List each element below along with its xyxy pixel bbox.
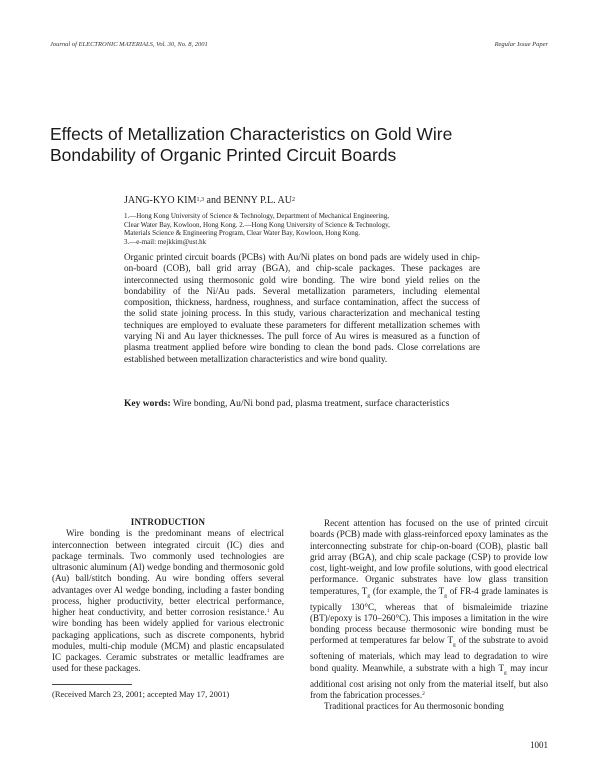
- affiliations: [124, 212, 484, 246]
- author-2-affil: 2: [291, 197, 295, 203]
- paper-title: [50, 124, 550, 166]
- authors: [124, 195, 295, 207]
- intro-paragraph: Wire bonding is the predominant means of electrical interconnection between integrated circuit (IC) dies and package terminals. Two commonly used technologies are ultrasonic aluminum (Al) wedge bonding and thermosonic gold (Au) ball/stitch bonding. Au wire bonding offers several advantages over Al wedge bonding, including a faster bonding process, higher productivity, better electrical performance, higher heat conductivity, and better corrosion resistance.$^1$ Au wire bonding has been widely applied for various electronic packaging applications, such as discrete components, hybrid modules, multi-chip module (MCM) and plastic encapsulated IC packages. Ceramic substrates or metallic leadframes are used for these packages.: [52, 528, 284, 674]
- author-1-affil: 1,3: [196, 197, 204, 203]
- abstract: Organic printed circuit boards (PCBs) with Au/Ni plates on bond pads are widely used in chip-on-board (COB), ball grid array (BGA), and chip-scale packages. These packages are interconnected using thermosonic gold wire bonding. The wire bond yield relies on the bondability of the Ni/Au pads. Several metallization parameters, including elemental composition, thickness, hardness, roughness, and surface contamination, affect the success of the solid state joining process. In this study, various characterization and mechanical testing techniques are employed to evaluate these parameters for different metallization schemes with varying Ni and Au layer thicknesses. The pull force of Au wires is measured as a function of plasma treatment applied before wire bonding to clean the bond pads. Close correlations are established between metallization characteristics and wire bond quality.: [124, 252, 480, 364]
- affiliation-email: 3.—e-mail: mejkkim@ust.hk: [124, 237, 207, 246]
- keywords: [124, 399, 480, 411]
- title-line-1: Effects of Metallization Characteristics on Gold Wire: [50, 124, 453, 144]
- title-line-2: Bondability of Organic Printed Circuit Boards: [50, 145, 397, 165]
- author-1: JANG-KYO KIM: [124, 195, 197, 206]
- issue-type-header: Regular Issue Paper: [494, 41, 548, 48]
- left-column: [52, 517, 284, 675]
- affiliation-line: 1.—Hong Kong University of Science & Technology, Department of Mechanical Engineering,: [124, 212, 390, 220]
- citation-ref: 2: [422, 690, 425, 697]
- affiliation-line: Materials Science & Engineering Program, Clear Water Bay, Kowloon, Hong Kong.: [124, 229, 361, 238]
- received-dates-footnote: (Received March 23, 2001; accepted May 17, 2001): [52, 689, 230, 699]
- footnote-divider: [52, 684, 132, 685]
- journal-header: Journal of ELECTRONIC MATERIALS, Vol. 30, No. 8, 2001: [50, 41, 208, 48]
- body-paragraph: Recent attention has focused on the use of printed circuit boards (PCB) made with glass-reinforced epoxy laminates as the interconnecting substrate for chip-on-board (COB), plastic ball grid array (BGA), and chip scale package (CSP) to provide low cost, light-weight, and low profile solutions, with good electrical performance. Organic substrates have low glass transition temperatures, $T_g$ (for example, the $T_g$ of FR-4 grade laminates is typically 130°C, whereas that of bismaleimide triazine (BT)/epoxy is 170–260°C). This imposes a limitation in the wire bonding process because thermosonic wire bonding must be performed at temperatures far below $T_g$ of the substrate to avoid softening of materials, which may lead to degradation to wire bond quality. Meanwhile, a substrate with a high $T_g$ may incur additional cost arising not only from the material itself, but also from the fabrication processes.$^2$: [310, 518, 549, 700]
- keywords-text: Wire bonding, Au/Ni bond pad, plasma treatment, surface characteristics: [172, 399, 450, 409]
- right-column: [310, 518, 548, 712]
- author-2: BENNY P.L. AU: [223, 195, 292, 206]
- affiliation-line: Clear Water Bay, Kowloon, Hong Kong. 2.—Hong Kong University of Science & Technology,: [124, 220, 390, 229]
- author-conjunction: and: [204, 195, 224, 206]
- section-heading-introduction: INTRODUCTION: [130, 517, 206, 527]
- page-number: 1001: [530, 740, 548, 750]
- body-paragraph: Traditional practices for Au thermosonic bonding: [324, 701, 504, 712]
- keywords-label: Key words:: [124, 399, 171, 409]
- citation-ref: 1: [266, 608, 270, 614]
